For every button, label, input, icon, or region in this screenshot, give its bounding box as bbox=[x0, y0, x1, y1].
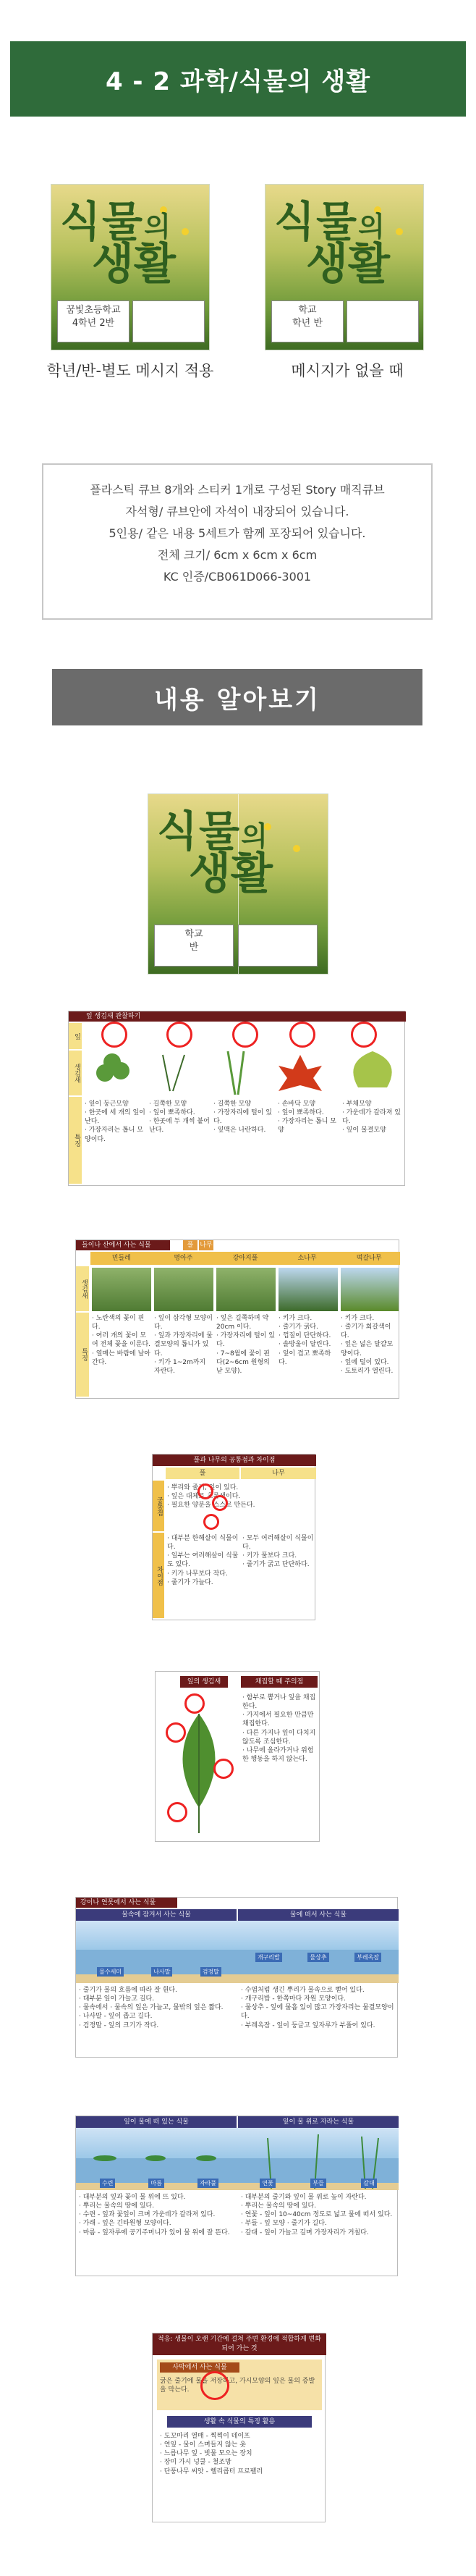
plant-tag: 수련 bbox=[100, 2179, 115, 2188]
desert-box bbox=[157, 2360, 322, 2410]
grass-tree-compare-card bbox=[152, 1454, 315, 1620]
mountain-plants-card bbox=[75, 1239, 399, 1399]
plant-note: · 키가 크다. · 줄기가 굵다. · 껍질이 단단하다. · 솔방울이 달린다. · 잎이 겹고 뾰족하다. bbox=[279, 1315, 331, 1366]
life-item: · 연잎 - 물이 스며들지 않는 옷 bbox=[160, 2441, 246, 2449]
goosefoot-photo bbox=[154, 1268, 213, 1311]
left-notes: · 대부분의 잎과 꽃이 물 위에 뜨 있다. · 뿌리는 물속의 땅에 있다. · 수련 - 잎과 꽃잎이 크며 가운데가 갈라져 있다. · 가래 - 잎은 긴타원형 모양이다. · 마름 - 잎자루에 공기주머니가 있어 물 위에 잘 뜬다. bbox=[79, 2194, 230, 2236]
tab-tree: 나무 bbox=[200, 1242, 213, 1249]
col-grass: 풀 bbox=[166, 1468, 239, 1479]
life-header: 생활 속 식물의 특징 활용 bbox=[167, 2416, 312, 2428]
plant-name: 민들레 bbox=[90, 1252, 153, 1265]
cube-image-with-message bbox=[51, 184, 210, 350]
clover-leaf-icon bbox=[96, 1053, 129, 1082]
pine-photo bbox=[279, 1268, 338, 1311]
desert-text: 굵은 줄기에 물을 저장하고, 가시모양의 잎은 물의 증발을 막는다. bbox=[160, 2378, 315, 2394]
leaf-collect-card bbox=[155, 1671, 320, 1842]
cube-label-blank bbox=[238, 925, 318, 967]
cube-label: 꿈빛초등학교 4학년 2반 bbox=[57, 300, 129, 342]
cube-label: 학교 반 bbox=[154, 925, 234, 967]
card-header: 잎 생김새 관찰하기 bbox=[69, 1011, 406, 1022]
plant-tag: 갈대 bbox=[361, 2179, 376, 2188]
product-info-box bbox=[42, 463, 433, 620]
plant-tag: 나사말 bbox=[151, 1967, 172, 1977]
cube-image-no-message bbox=[265, 184, 424, 350]
leaf-note: · 잎이 둥근모양 · 한곳에 세 개의 잎이 난다. · 가장자리는 톱니 모양이다. bbox=[85, 1100, 145, 1143]
plant-name: 명아주 bbox=[153, 1252, 215, 1265]
plant-tag: 물수세미 bbox=[97, 1967, 124, 1977]
card-header: 적응: 생물이 오랜 기간에 걸쳐 주변 환경에 적합하게 변화되어 가는 것 bbox=[153, 2333, 326, 2355]
row-diff: 차이점 bbox=[153, 1533, 164, 1618]
desert-header: 사막에서 사는 식물 bbox=[160, 2362, 239, 2373]
right-title: 잎이 물 위로 자라는 식물 bbox=[238, 2116, 399, 2128]
tab-grass: 풀 bbox=[183, 1240, 197, 1250]
row-label: 생김새 bbox=[76, 1266, 89, 1311]
pond-plants-card bbox=[75, 1897, 398, 2058]
row-common: 공통점 bbox=[153, 1481, 164, 1531]
main-cube-image bbox=[148, 794, 328, 975]
plant-tag: 부들 bbox=[310, 2179, 326, 2188]
card-left-header: 잎의 생김새 bbox=[180, 1676, 228, 1688]
water-plants-card bbox=[75, 2116, 398, 2276]
card-header: 강이나 연못에서 사는 식물 bbox=[76, 1898, 177, 1908]
pine-leaf-icon bbox=[163, 1055, 184, 1091]
plant-tag: 자라풀 bbox=[197, 2179, 218, 2188]
plant-tag: 개구리밥 bbox=[255, 1953, 282, 1962]
grass-leaf-icon bbox=[228, 1051, 244, 1095]
cube-caption: 학년/반-별도 메시지 적용 bbox=[46, 362, 214, 379]
card-header: 들이나 산에서 사는 식물 bbox=[76, 1240, 170, 1250]
info-line: 자석형/ 큐브안에 자석이 내장되어 있습니다. bbox=[125, 505, 349, 518]
leaf-observation-card bbox=[68, 1011, 405, 1186]
lily-pad-icon bbox=[93, 2155, 216, 2161]
common-text: · 뿌리와 줄기, 잎이 있다. · 잎은 대체로 초록색이다. · 필요한 양분을 스스로 만든다. bbox=[167, 1484, 255, 1510]
section-title: 내용 알아보기 bbox=[154, 685, 320, 715]
cube-caption: 메시지가 없을 때 bbox=[291, 362, 404, 379]
row-label: 생김새 bbox=[69, 1051, 82, 1095]
life-item: · 느릅나무 잎 - 빗물 모으는 장치 bbox=[160, 2450, 252, 2458]
leaf-note: · 손바닥 모양 · 잎이 뾰족하다. · 가장자리는 톱니 모양 bbox=[278, 1100, 336, 1135]
card-right-header: 채집할 때 주의점 bbox=[241, 1676, 318, 1688]
diff-grass-text: · 대부분 한해살이 식물이다. · 일부는 여러해살이 식물도 있다. · 키가 나무보다 작다. · 줄기가 가늘다. bbox=[167, 1535, 239, 1586]
plant-tag: 연꽃 bbox=[260, 2179, 275, 2188]
leaf-icon bbox=[183, 1714, 216, 1833]
row-label: 잎 bbox=[69, 1023, 82, 1049]
right-notes: · 대부분의 줄기와 잎이 물 위로 높이 자란다. · 뿌리는 물속의 땅에 있다. · 연꽃 - 잎이 10~40cm 정도로 넓고 물에 떠서 있다. · 부들 - 잎 모양 · 줄기가 길다. · 갈대 - 잎이 가늘고 길며 가장자리가 거칠다. bbox=[241, 2194, 393, 2236]
maple-leaf-icon bbox=[279, 1055, 322, 1091]
cube-label-blank bbox=[347, 300, 419, 342]
life-item: · 장미 가시 넝쿨 - 철조망 bbox=[160, 2459, 231, 2467]
plant-note: · 노란색의 꽃이 핀다. · 여러 개의 꽃이 모여 전체 꽃을 이룬다. · 열매는 바람에 날아간다. bbox=[92, 1315, 150, 1366]
plant-tag: 마름 bbox=[148, 2179, 163, 2188]
page-title-bar bbox=[10, 41, 466, 117]
leaf-note: · 부채모양 · 가운데가 갈라져 있다. · 잎이 물결모양 bbox=[342, 1100, 401, 1135]
plant-note: · 잎은 길쭉하며 약 20cm 이다. · 가장자리에 털이 있다. · 7~8월에 꽃이 핀다(2~6cm 원형의 낟 모양). bbox=[216, 1315, 275, 1375]
plant-name: 떡갈나무 bbox=[338, 1252, 400, 1265]
plant-tag: 검정말 bbox=[200, 1967, 221, 1977]
foxtail-photo bbox=[216, 1268, 276, 1311]
cube-label: 학교 학년 반 bbox=[271, 300, 344, 342]
plant-name: 강아지풀 bbox=[214, 1252, 276, 1265]
info-line: 5인용/ 같은 내용 5세트가 함께 포장되어 있습니다. bbox=[109, 526, 366, 540]
info-line: 전체 크기/ 6cm x 6cm x 6cm bbox=[157, 548, 318, 562]
life-item: · 도꼬마리 열매 - 찍찍이 테이프 bbox=[160, 2433, 250, 2440]
cube-title: 식물의 생활 bbox=[157, 807, 273, 899]
plant-tag: 물상추 bbox=[307, 1953, 328, 1962]
plant-tag: 부레옥잠 bbox=[354, 1953, 381, 1962]
page-title: 4 - 2 과학/식물의 생활 bbox=[105, 67, 371, 96]
info-line: 플라스틱 큐브 8개와 스티커 1개로 구성된 Story 매직큐브 bbox=[90, 483, 385, 497]
life-item: · 단풍나무 씨앗 - 헬리콥터 프로펠러 bbox=[160, 2467, 263, 2475]
leaf-note: · 길쭉한 모양 · 잎이 뾰족하다. · 한곳에 두 개씩 붙어난다. bbox=[149, 1100, 210, 1135]
leaf-note: · 길쭉한 모양 · 가장자리에 털이 있다. · 잎맥은 나란하다. bbox=[213, 1100, 272, 1135]
cube-title: 식물의 생활 bbox=[60, 197, 176, 290]
info-line: KC 인증/CB061D066-3001 bbox=[163, 570, 312, 584]
left-title: 잎이 물에 떠 있는 식물 bbox=[76, 2116, 237, 2128]
right-notes: · 수염처럼 생긴 뿌리가 물속으로 뻗어 있다. · 개구리밥 - 한쪽마다 자원 모양이다. · 물상추 - 잎에 물흡 있이 많고 가장자리는 물결모양이다. · 부레옥잠 - 잎이 둥글고 잎자루가 부풀어 있다. bbox=[241, 1987, 394, 2029]
left-notes: · 줄기가 물의 흐름에 따라 잘 휜다. · 대부분 잎이 가늘고 길다. · 물속에서 · 물속의 잎은 가늘고, 물밖의 잎은 짧다. · 나사말 - 잎이 좁고 길다. · 검정말 - 잎의 크기가 작다. bbox=[79, 1987, 224, 2029]
section-header bbox=[52, 669, 422, 725]
plant-name: 소나무 bbox=[276, 1252, 339, 1265]
ginkgo-leaf-icon bbox=[353, 1051, 391, 1087]
diff-tree-text: · 모두 여러해살이 식물이다. · 키가 풀보다 크다. · 줄기가 굵고 단단하다. bbox=[242, 1535, 314, 1569]
collect-notes: · 함부로 뽑거나 잎을 채집한다. · 가지에서 필요한 만큼만 채집한다. · 다른 가지나 잎이 다치지 않도록 조심한다. · 나무에 올라가거나 위험한 행동을 하지 않는다. bbox=[242, 1694, 316, 1763]
dandelion-photo bbox=[92, 1268, 151, 1311]
oak-photo bbox=[341, 1268, 399, 1311]
row-label: 특징 bbox=[76, 1313, 89, 1397]
right-title: 물에 떠서 사는 식물 bbox=[238, 1909, 399, 1921]
cube-title: 식물의 생활 bbox=[274, 197, 390, 290]
card-header: 풀과 나무의 공통점과 차이점 bbox=[153, 1455, 316, 1466]
cube-label-blank bbox=[132, 300, 205, 342]
plant-note: · 잎이 삼각형 모양이다. · 잎과 가장자리에 물결모양의 톱니가 있다. · 키가 1~2m까지 자란다. bbox=[154, 1315, 213, 1375]
left-title: 물속에 잠겨서 사는 식물 bbox=[76, 1909, 237, 1921]
adaptation-card bbox=[152, 2333, 326, 2522]
plant-note: · 키가 크다. · 줄기가 회갈색이다. · 잎은 넓은 달걀모양이다. · 잎에 털이 있다. · 도토리가 열린다. bbox=[341, 1315, 394, 1375]
row-label: 특징 bbox=[69, 1097, 82, 1184]
col-tree: 나무 bbox=[241, 1468, 316, 1479]
